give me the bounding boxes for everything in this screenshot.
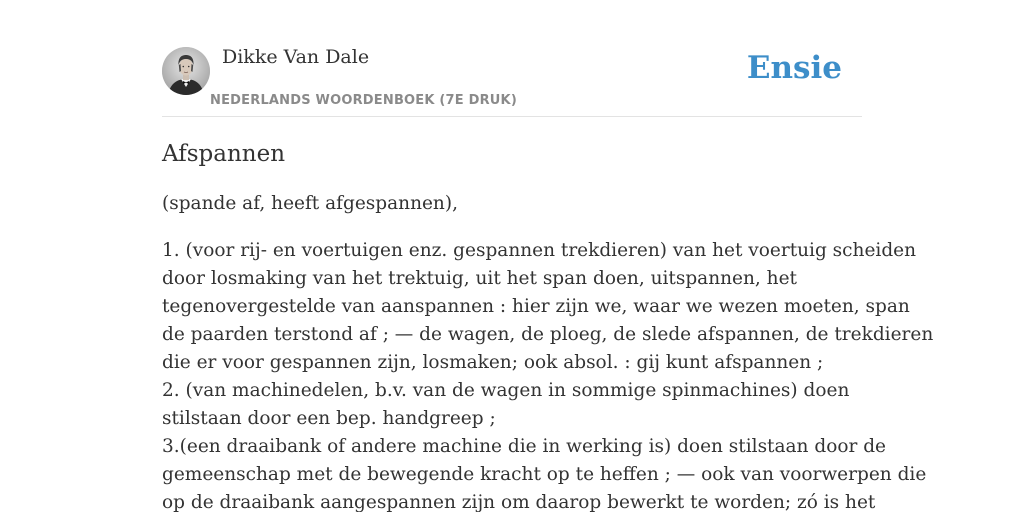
dictionary-header — [162, 44, 862, 117]
definition-line: tegenovergestelde van aanspannen : hier zijn we, waar we wezen moeten, span — [162, 296, 910, 317]
definition-line: 3.(een draaibank of andere machine die in werking is) doen stilstaan door de — [162, 436, 886, 457]
definition-line: gemeenschap met de bewegende kracht op te heffen ; — ook van voorwerpen die — [162, 464, 927, 485]
definition-line: stilstaan door een bep. handgreep ; — [162, 408, 496, 429]
dictionary-source[interactable]: NEDERLANDS WOORDENBOEK (7E DRUK) — [210, 93, 517, 108]
definition-line: op de draaibank aangespannen zijn om daarop bewerkt te worden; zó is het — [162, 492, 876, 512]
entry-definitions — [162, 237, 934, 512]
entry-content — [162, 138, 934, 512]
definition-line: de paarden terstond af ; — de wagen, de ploeg, de slede afspannen, de trekdieren — [162, 324, 934, 345]
definition-line: 1. (voor rij- en voertuigen enz. gespannen trekdieren) van het voertuig scheiden — [162, 240, 917, 261]
definition-line: die er voor gespannen zijn, losmaken; ook absol. : gij kunt afspannen ; — [162, 352, 824, 373]
definition-line: door losmaking van het trektuig, uit het span doen, uitspannen, het — [162, 268, 797, 289]
ensie-logo-link[interactable]: Ensie — [746, 50, 842, 86]
entry-forms: (spande af, heeft afgespannen), — [162, 193, 458, 214]
author-name[interactable]: Dikke Van Dale — [222, 46, 370, 68]
portrait-photo-icon — [162, 47, 210, 95]
author-avatar[interactable] — [162, 47, 210, 95]
definition-line: 2. (van machinedelen, b.v. van de wagen in sommige spinmachines) doen — [162, 380, 850, 401]
entry-title: Afspannen — [162, 141, 286, 167]
